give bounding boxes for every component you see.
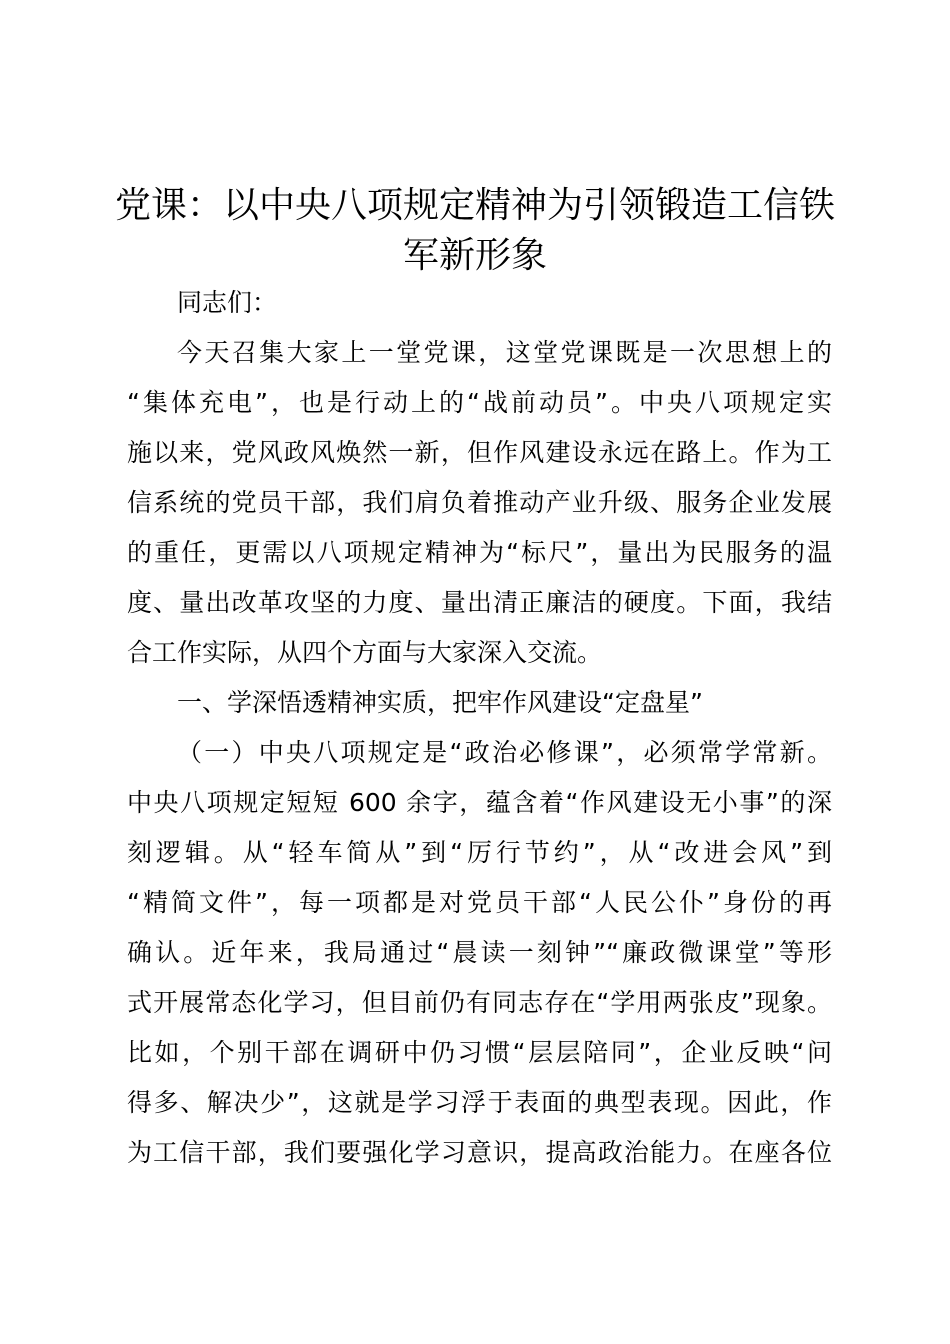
document-title-line-1: 党课：以中央八项规定精神为引领锻造工信铁 xyxy=(114,185,835,226)
body-line: 中央八项规定短短 600 余字，蕴含着“作风建设无小事”的深 xyxy=(127,788,832,817)
body-line: 合工作实际，从四个方面与大家深入交流。 xyxy=(127,638,603,667)
body-line: 信系统的党员干部，我们肩负着推动产业升级、服务企业发展 xyxy=(127,488,832,517)
body-line: 得多、解决少”，这就是学习浮于表面的典型表现。因此，作 xyxy=(127,1088,832,1117)
body-line: 比如，个别干部在调研中仍习惯“层层陪同”，企业反映“问 xyxy=(127,1038,832,1067)
body-line: “集体充电”，也是行动上的“战前动员”。中央八项规定实 xyxy=(127,388,832,417)
body-line: 为工信干部，我们要强化学习意识，提高政治能力。在座各位 xyxy=(127,1138,832,1167)
body-line: 式开展常态化学习，但目前仍有同志存在“学用两张皮”现象。 xyxy=(127,988,832,1017)
body-line: 的重任，更需以八项规定精神为“标尺”，量出为民服务的温 xyxy=(127,538,832,567)
body-line: 今天召集大家上一堂党课，这堂党课既是一次思想上的 xyxy=(177,338,832,367)
document-title-line-2: 军新形象 xyxy=(402,235,547,276)
body-line: 确认。近年来，我局通过“晨读一刻钟”“廉政微课堂”等形 xyxy=(127,938,832,967)
subsection-heading: （一）中央八项规定是“政治必修课”，必须常学常新。 xyxy=(177,738,832,767)
body-line: 刻逻辑。从“轻车简从”到“厉行节约”，从“改进会风”到 xyxy=(127,838,832,867)
body-line: 施以来，党风政风焕然一新，但作风建设永远在路上。作为工 xyxy=(127,438,832,467)
salutation: 同志们： xyxy=(177,288,278,317)
section-heading: 一、学深悟透精神实质，把牢作风建设“定盘星” xyxy=(177,688,703,717)
body-line: 度、量出改革攻坚的力度、量出清正廉洁的硬度。下面，我结 xyxy=(127,588,832,617)
body-line: “精简文件”，每一项都是对党员干部“人民公仆”身份的再 xyxy=(127,888,832,917)
